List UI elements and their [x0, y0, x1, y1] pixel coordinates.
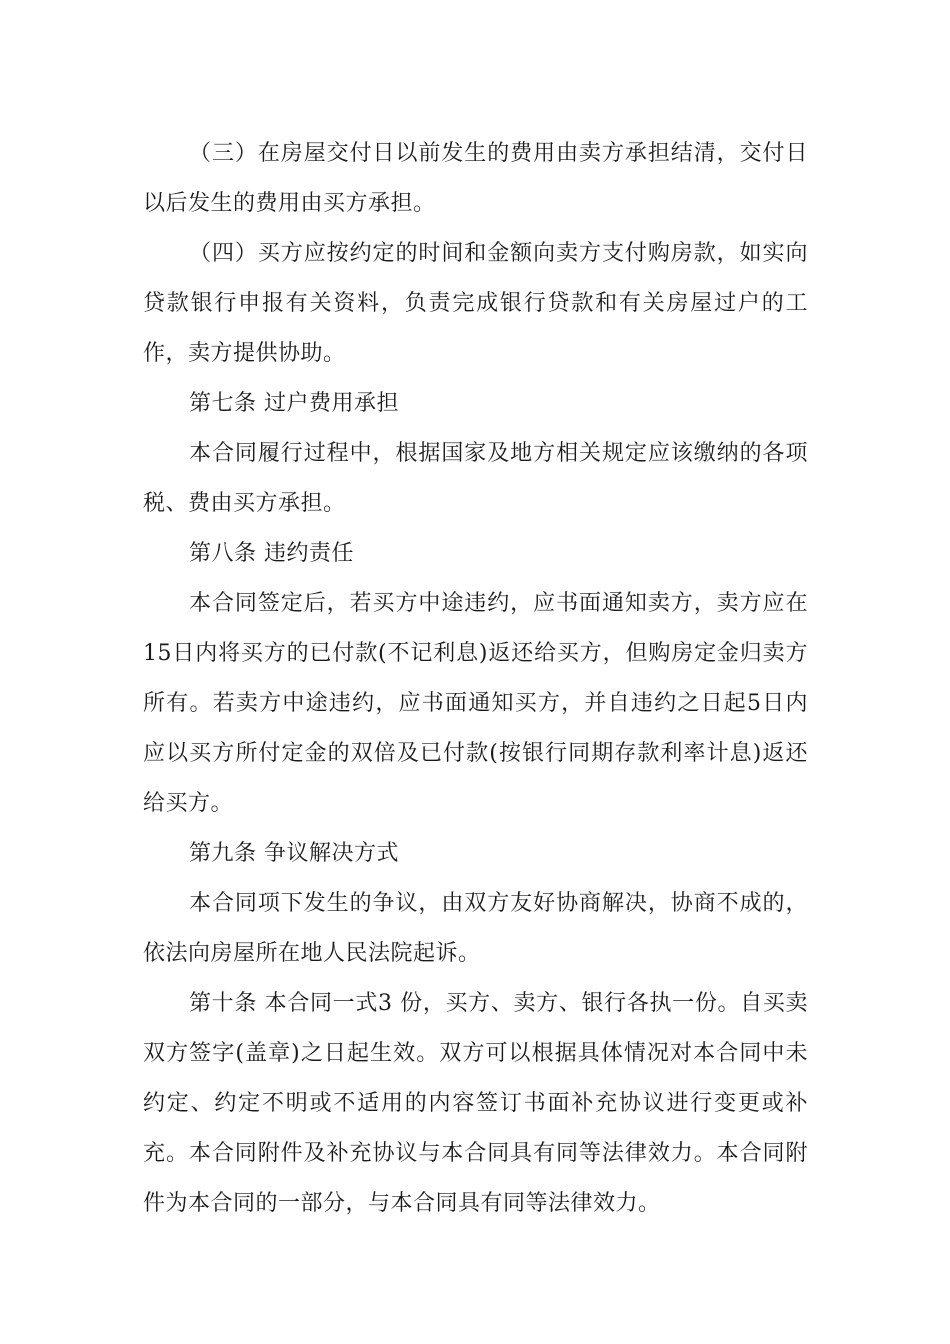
article-8-paragraph: 本合同签定后，若买方中途违约，应书面通知卖方，卖方应在15日内将买方的已付款(不记利息)返还给买方，但购房定金归卖方所有。若卖方中途违约，应书面通知买方，并自违约之日起5日内应以买方所付定金的双倍及已付款(按银行同期存款利率计息)返还给买方。: [143, 591, 808, 816]
clause-4-paragraph: （四）买方应按约定的时间和金额向卖方支付购房款，如实向贷款银行申报有关资料，负责完成银行贷款和有关房屋过户的工作，卖方提供协助。: [143, 241, 808, 366]
article-10-paragraph: 第十条 本合同一式3 份，买方、卖方、银行各执一份。自买卖双方签字(盖章)之日起生效。双方可以根据具体情况对本合同中未约定、约定不明或不适用的内容签订书面补充协议进行变更或补充。本合同附件及补充协议与本合同具有同等法律效力。本合同附件为本合同的一部分，与本合同具有同等法律效力。: [143, 991, 808, 1216]
article-9-paragraph: 本合同项下发生的争议，由双方友好协商解决，协商不成的，依法向房屋所在地人民法院起诉。: [143, 891, 808, 966]
clause-3-paragraph: （三）在房屋交付日以前发生的费用由卖方承担结清，交付日以后发生的费用由买方承担。: [143, 141, 808, 216]
article-7-paragraph: 本合同履行过程中，根据国家及地方相关规定应该缴纳的各项税、费由买方承担。: [143, 441, 808, 516]
article-7-heading: 第七条 过户费用承担: [189, 391, 399, 416]
article-9-heading: 第九条 争议解决方式: [189, 841, 399, 866]
article-8-heading: 第八条 违约责任: [189, 541, 354, 566]
document-body: [143, 129, 808, 1229]
